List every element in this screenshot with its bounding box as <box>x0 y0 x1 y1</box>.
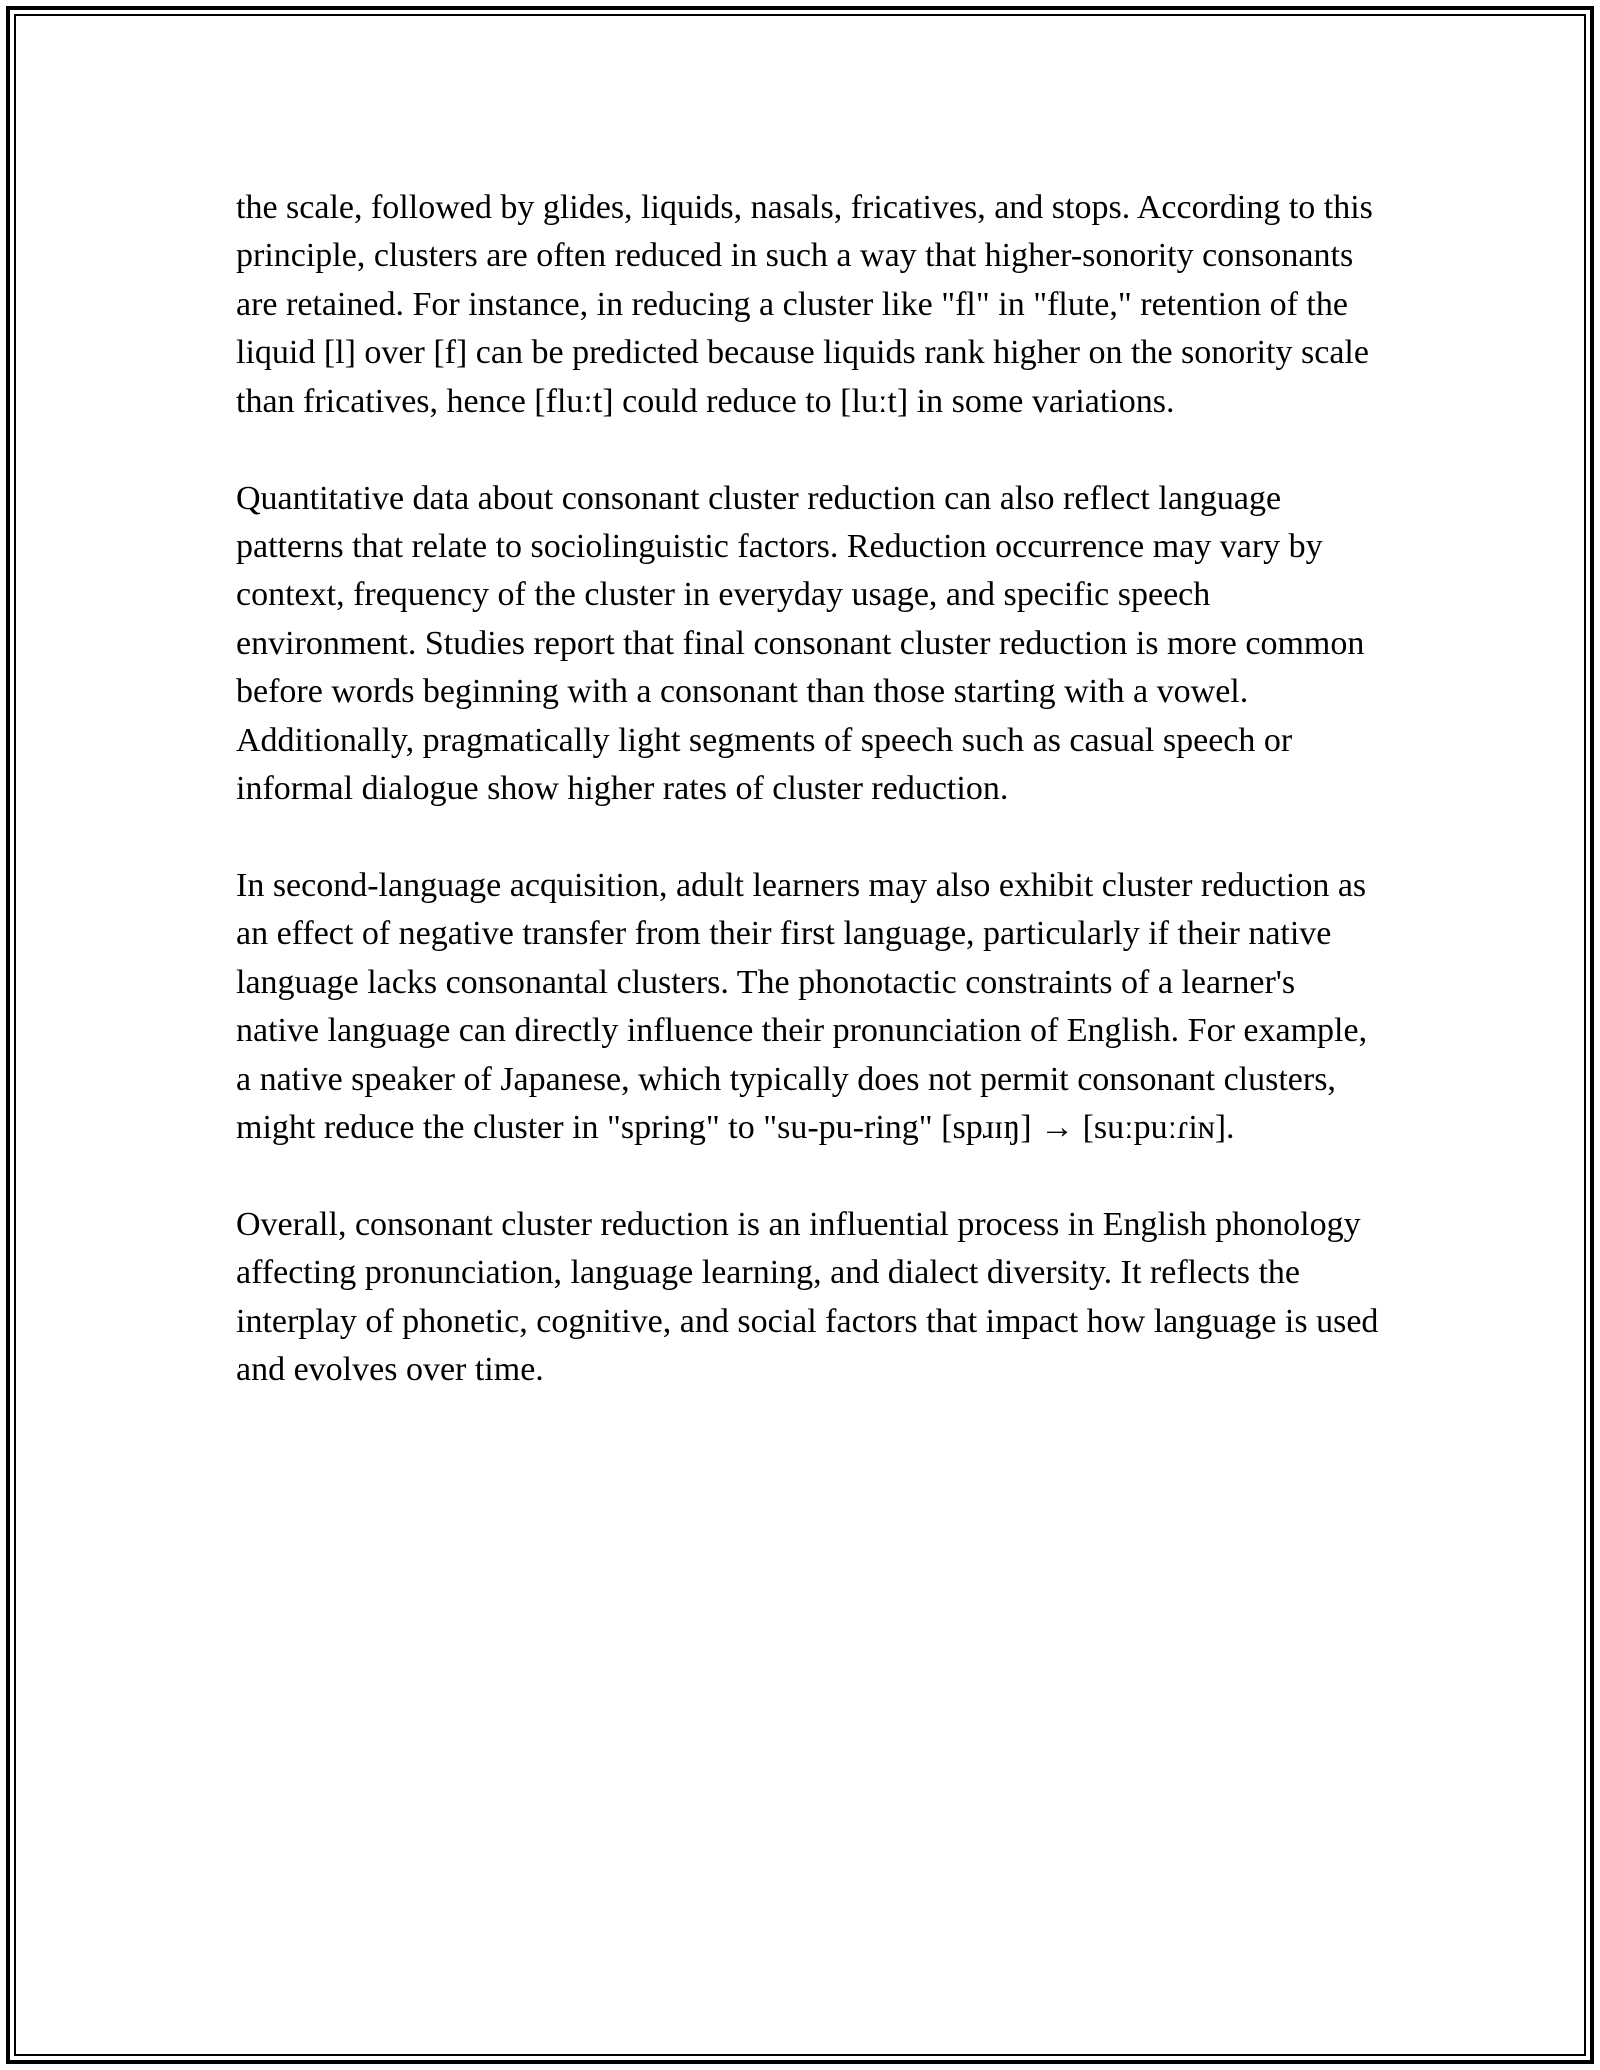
paragraph-conclusion: Overall, consonant cluster reduction is an influential process in English phonology affecting pronunciation, language learning, and dialect diversity. It reflects the interplay of phonetic, cognitive, and social factors that impact how language is used and evolves over time. <box>236 1205 1379 1389</box>
paragraph-second-language: In second-language acquisition, adult learners may also exhibit cluster reduction as an effect of negative transfer from their first language, particularly if their native language lacks consonantal clusters. The phonotactic constraints of a learner's native language can directly influence their pronunciation of English. For example, a native speaker of Japanese, which typically does not permit consonant clusters, might reduce the cluster in "spring" to "su-pu-ring" [spɹɪŋ] → [suːpuːɾiɴ]. <box>236 866 1368 1146</box>
document-body <box>236 184 1386 1443</box>
paragraph-sociolinguistic: Quantitative data about consonant cluster reduction can also reflect language patterns that relate to sociolinguistic factors. Reduction occurrence may vary by context, frequency of the cluster in everyday usage, and specific speech environment. Studies report that final consonant cluster reduction is more common before words beginning with a consonant than those starting with a vowel. Additionally, pragmatically light segments of speech such as casual speech or informal dialogue show higher rates of cluster reduction. <box>236 479 1365 807</box>
paragraph-sonority: the scale, followed by glides, liquids, nasals, fricatives, and stops. According to this principle, clusters are often reduced in such a way that higher-sonority consonants are retained. For instance, in reducing a cluster like "fl" in "flute," retention of the liquid [l] over [f] can be predicted because liquids rank higher on the sonority scale than fricatives, hence [fluːt] could reduce to [luːt] in some variations. <box>236 189 1373 420</box>
